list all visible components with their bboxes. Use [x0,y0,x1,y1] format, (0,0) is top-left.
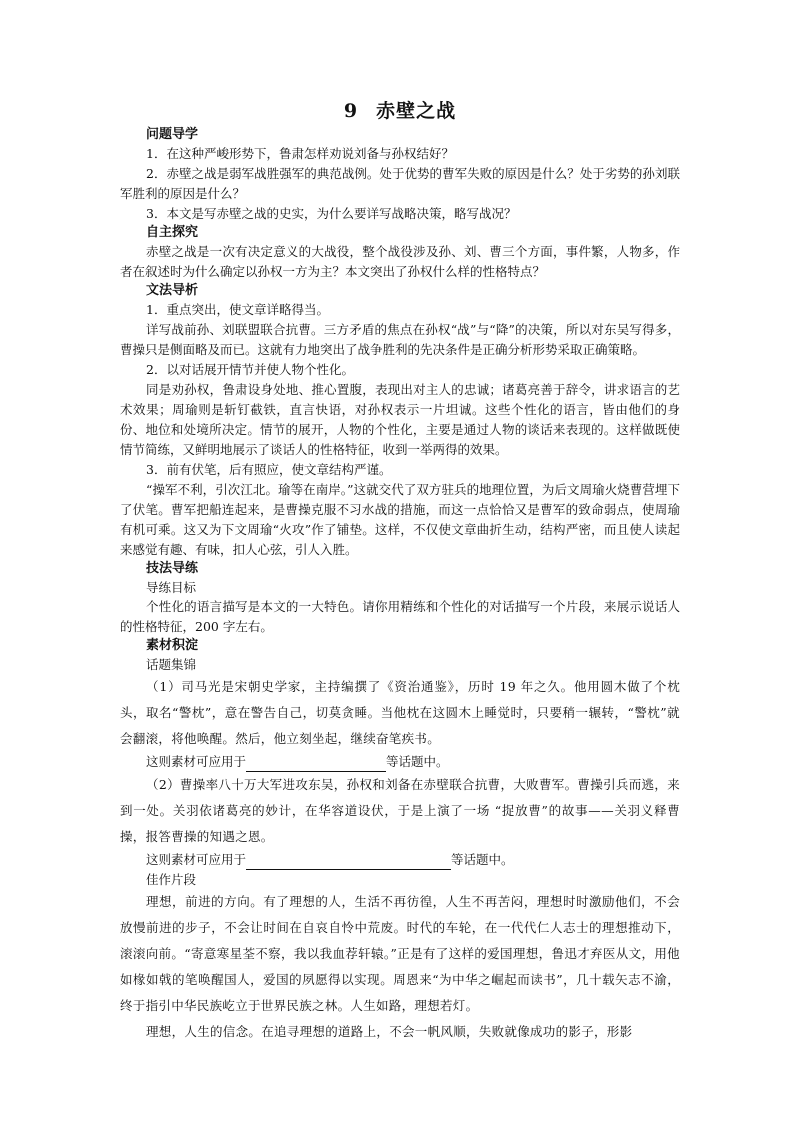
question-3: 3．本文是写赤壁之战的史实，为什么要详写战略决策，略写战况？ [146,206,517,221]
question-1: 1．在这种严峻形势下，鲁肃怎样劝说刘备与孙权结好？ [146,146,454,161]
analysis-paragraph-1: 详写战前孙、刘联盟联合抗曹。三方矛盾的焦点在孙权“战”与“降”的决策，所以对东吴写得多，曹操只是侧面略及而已。这就有力地突出了战争胜利的先决条件是正确分析形势采取正确策略。 [120,322,680,357]
usage-suffix: 等话题中。 [386,754,449,769]
analysis-paragraph-3: “操军不利，引次江北。瑜等在南岸。”这就交代了双方驻兵的地理位置，为后文周瑜火烧曹营埋下了伏笔。曹军把船连起来，是曹操克服不习水战的措施，而这一点恰恰又是曹军的致命弱点，使周瑜有机可乘。这又为下文周瑜“火攻”作了铺垫。这样，不仅使文章曲折生动，结构严密，而且使人读起来感觉有趣、有味，扣人心弦，引人入胜。 [120,482,680,557]
usage-prefix: 这则素材可应用于 [146,852,247,867]
material-usage-1 [120,752,680,772]
materials-subheading-essays: 佳作片段 [146,872,197,887]
section-heading-explore: 自主探究 [146,225,199,240]
explore-paragraph: 赤壁之战是一次有决定意义的大战役，整个战役涉及孙、刘、曹三个方面，事件繁，人物多，作者在叙述时为什么确定以孙权一方为主？本文突出了孙权什么样的性格特点？ [120,244,680,279]
analysis-point-1: 1．重点突出，使文章详略得当。 [146,302,329,317]
practice-subheading: 导练目标 [146,580,197,595]
section-heading-analysis: 文法导析 [146,283,199,298]
section-heading-materials: 素材积淀 [146,638,199,653]
analysis-paragraph-2: 同是劝孙权，鲁肃设身处地、推心置腹，表现出对主人的忠诚；诸葛亮善于辞令，讲求语言的艺术效果；周瑜则是斩钉截铁，直言快语，对孙权表示一片坦诚。这些个性化的语言，皆由他们的身份、地位和处境所决定。情节的展开，人物的个性化，主要是通过人物的谈话来表现的。这样做既使情节简练，又鲜明地展示了谈话人的性格特征，收到一举两得的效果。 [120,382,680,457]
page-title [120,96,680,126]
practice-paragraph: 个性化的语言描写是本文的一大特色。请你用精练和个性化的对话描写一个片段，来展示说话人的性格特征，200 字左右。 [120,599,680,634]
document-body [120,96,680,1045]
analysis-point-2: 2．以对话展开情节并使人物个性化。 [146,362,354,377]
usage-suffix: 等话题中。 [451,852,514,867]
material-paragraph-2: （2）曹操率八十万大军进攻东吴，孙权和刘备在赤壁联合抗曹，大败曹军。曹操引兵而逃，来到一处。关羽依诸葛亮的妙计，在华容道设伏，于是上演了一场 “捉放曹”的故事——关羽义释曹操，报答曹操的知遇之恩。 [120,777,680,844]
title-number: 9 [343,100,359,122]
fill-blank-2[interactable] [246,855,451,870]
fill-blank-1[interactable] [246,757,386,772]
section-heading-guide: 问题导学 [146,127,199,142]
question-2: 2．赤壁之战是弱军战胜强军的典范战例。处于优势的曹军失败的原因是什么？处于劣势的孙刘联军胜利的原因是什么？ [120,166,680,201]
analysis-point-3: 3．前有伏笔，后有照应，使文章结构严谨。 [146,462,392,477]
material-usage-2 [120,850,680,870]
materials-subheading-topics: 话题集锦 [146,657,197,672]
essay-paragraph-2: 理想，人生的信念。在追寻理想的道路上，不会一帆风顺，失败就像成功的影子，形影 [146,1024,633,1039]
title-text: 赤壁之战 [376,100,457,122]
material-paragraph-1: （1）司马光是宋朝史学家，主持编撰了《资治通鉴》，历时 19 年之久。他用圆木做了个枕头，取名“警枕”，意在警告自己，切莫贪睡。当他枕在这圆木上睡觉时，只要稍一辗转，“警枕”就会翻滚，将他唤醒。然后，他立刻坐起，继续奋笔疾书。 [120,679,680,746]
usage-prefix: 这则素材可应用于 [146,754,247,769]
essay-paragraph-1: 理想，前进的方向。有了理想的人，生活不再彷徨，人生不再苦闷，理想时时激励他们，不会放慢前进的步子，不会让时间在自哀自怜中荒废。时代的车轮，在一代代仁人志士的理想推动下，滚滚向前。“寄意寒星荃不察，我以我血荐轩辕。”正是有了这样的爱国理想，鲁迅才弃医从文，用他如椽如戟的笔唤醒国人，爱国的夙愿得以实现。周恩来“为中华之崛起而读书”，几十载矢志不渝，终于指引中华民族屹立于世界民族之林。人生如路，理想若灯。 [120,894,680,1013]
section-heading-practice: 技法导练 [146,561,199,576]
